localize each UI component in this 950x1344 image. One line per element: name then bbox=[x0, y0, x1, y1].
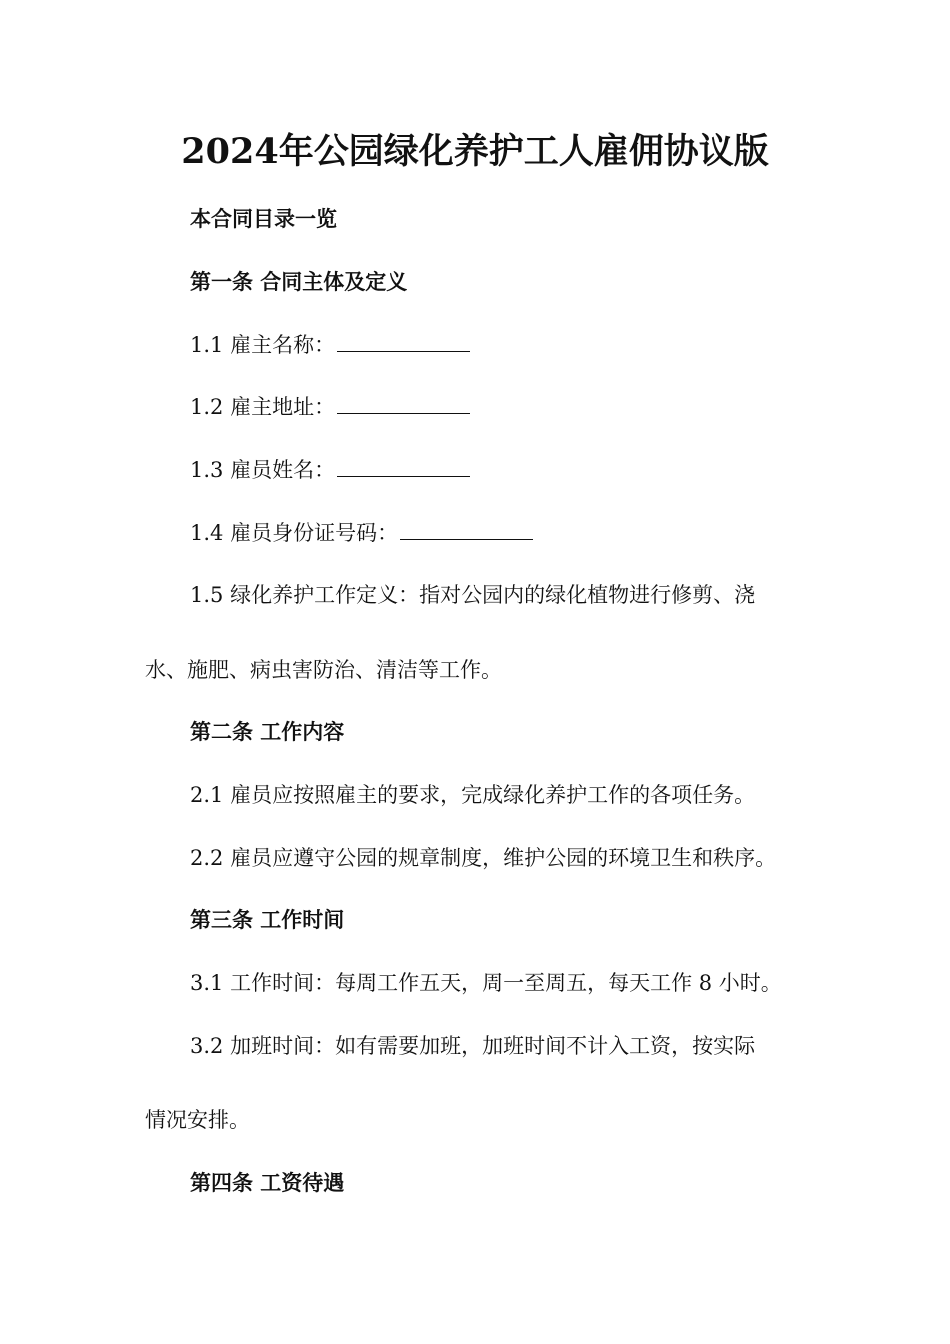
fill-in-blank-employer-name bbox=[337, 331, 470, 352]
clause-3-1: 3.1 工作时间：每周工作五天，周一至周五，每天工作 8 小时。 bbox=[190, 971, 782, 995]
clause-label: 1.3 雇员姓名： bbox=[190, 458, 336, 482]
clause-1-1 bbox=[190, 330, 470, 360]
clause-1-2 bbox=[190, 392, 470, 422]
section-heading-2: 第二条 工作内容 bbox=[190, 719, 345, 744]
document-title: 2024年公园绿化养护工人雇佣协议版 bbox=[181, 131, 769, 172]
toc-heading: 本合同目录一览 bbox=[190, 206, 337, 231]
clause-label: 1.4 雇员身份证号码： bbox=[190, 521, 399, 545]
clause-1-5-line2: 水、施肥、病虫害防治、清洁等工作。 bbox=[145, 658, 502, 682]
clause-1-3 bbox=[190, 455, 470, 485]
clause-label: 1.1 雇主名称： bbox=[190, 333, 336, 357]
clause-3-2-line1: 3.2 加班时间：如有需要加班，加班时间不计入工资，按实际 bbox=[190, 1034, 756, 1058]
clause-label: 1.2 雇主地址： bbox=[190, 395, 336, 419]
section-heading-1: 第一条 合同主体及定义 bbox=[190, 269, 408, 294]
section-heading-3: 第三条 工作时间 bbox=[190, 907, 345, 932]
fill-in-blank-employee-name bbox=[337, 456, 470, 477]
fill-in-blank-employee-id bbox=[400, 519, 533, 540]
clause-2-2: 2.2 雇员应遵守公园的规章制度，维护公园的环境卫生和秩序。 bbox=[190, 846, 777, 870]
clause-2-1: 2.1 雇员应按照雇主的要求，完成绿化养护工作的各项任务。 bbox=[190, 783, 756, 807]
clause-1-5-line1: 1.5 绿化养护工作定义：指对公园内的绿化植物进行修剪、浇 bbox=[190, 583, 756, 607]
clause-3-2-line2: 情况安排。 bbox=[145, 1108, 250, 1132]
section-heading-4: 第四条 工资待遇 bbox=[190, 1170, 345, 1195]
fill-in-blank-employer-address bbox=[337, 393, 470, 414]
clause-1-4 bbox=[190, 518, 533, 548]
